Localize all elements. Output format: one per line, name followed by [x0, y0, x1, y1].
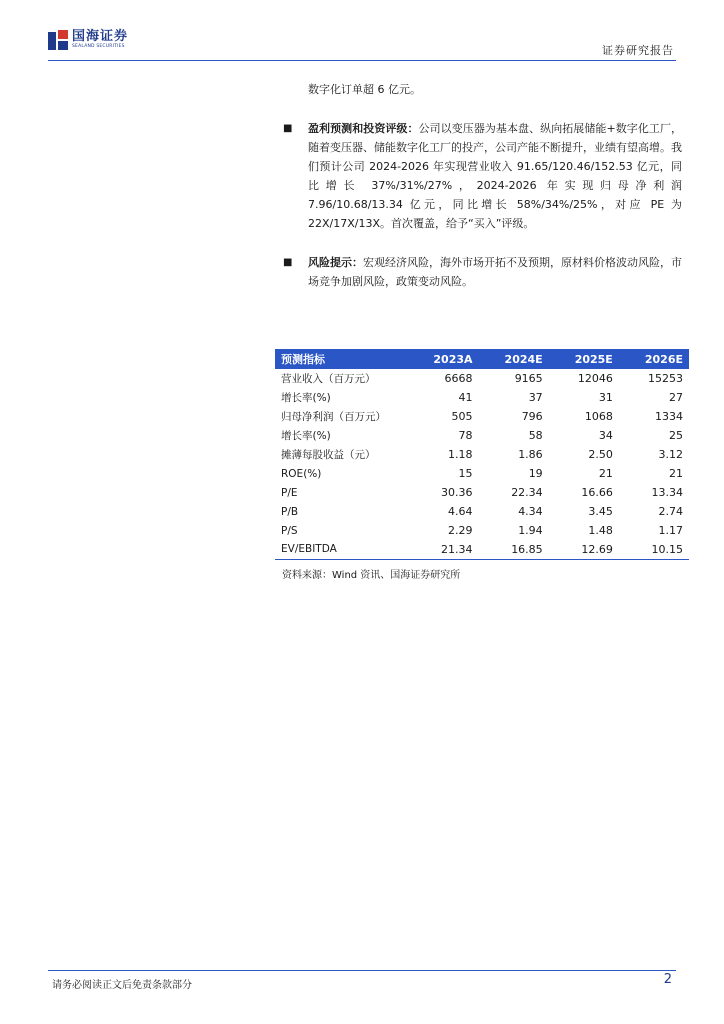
bullet-square-icon: ■	[283, 123, 293, 134]
main-content	[282, 80, 682, 291]
table-cell: 1068	[584, 410, 613, 423]
table-cell: 796	[521, 410, 543, 423]
footer-divider	[48, 970, 676, 971]
table-cell: 25	[669, 429, 683, 442]
table-row-label: ROE(%)	[281, 467, 322, 480]
table-cell: 3.12	[658, 448, 683, 461]
table-cell: 41	[458, 391, 473, 404]
forecast-table	[275, 349, 689, 560]
header-divider	[48, 60, 676, 61]
risk-section	[282, 253, 682, 291]
table-cell: 22.34	[511, 486, 543, 499]
table-row	[275, 445, 689, 464]
table-header-cell: 2023A	[407, 349, 479, 369]
table-row	[275, 540, 689, 559]
page-number: 2	[663, 972, 672, 987]
table-cell: 10.15	[619, 540, 689, 559]
logo-name-en: SEALAND SECURITIES	[72, 44, 125, 49]
table-header-cell: 2026E	[619, 349, 689, 369]
logo-name-cn: 国海证券	[72, 29, 129, 44]
table-row	[275, 426, 689, 445]
table-cell: 21	[669, 467, 683, 480]
table-cell: 2.50	[588, 448, 613, 461]
table-row	[275, 407, 689, 426]
table-header-cell: 2024E	[479, 349, 549, 369]
table-row	[275, 369, 689, 388]
table-cell: 2.29	[448, 524, 473, 537]
table-cell: 31	[598, 391, 613, 404]
table-cell: 21.34	[407, 540, 479, 559]
table-header-cell: 2025E	[549, 349, 619, 369]
profit-forecast-text: 公司以变压器为基本盘、纵向拓展储能+数字化工厂，随着变压器、储能数字化工厂的投产，公司产能不断提升，业绩有望高增。我们预计公司 2024-2026 年实现营业收入 91.65/120.46/152.53 亿元，同比增长 37%/31%/27%，2024-2026 年实现归母净利润 7.96/10.68/13.34 亿元，同比增长 58%/34%/25%，对应 PE 为 22X/17X/13X。首次覆盖，给予“买入”评级。	[308, 122, 683, 230]
table-header-cell: 预测指标	[275, 349, 407, 369]
table-cell: 6668	[444, 372, 473, 385]
company-logo	[48, 30, 128, 50]
table-cell: 78	[458, 429, 473, 442]
disclaimer-note: 请务必阅读正文后免责条款部分	[52, 980, 192, 991]
page-header	[48, 28, 676, 62]
table-cell: 4.64	[448, 505, 473, 518]
table-cell: 12.69	[549, 540, 619, 559]
table-cell: 58	[528, 429, 543, 442]
table-cell: 1.86	[518, 448, 543, 461]
table-row	[275, 502, 689, 521]
table-row-label: P/B	[281, 505, 299, 518]
table-cell: 1.94	[518, 524, 543, 537]
table-cell: 16.85	[479, 540, 549, 559]
table-cell: 1.48	[588, 524, 613, 537]
table-row	[275, 483, 689, 502]
risk-text: 宏观经济风险，海外市场开拓不及预期，原材料价格波动风险，市场竞争加剧风险，政策变动风险。	[308, 256, 682, 288]
table-row-label: P/S	[281, 524, 298, 537]
table-row	[275, 464, 689, 483]
profit-forecast-section	[282, 119, 682, 233]
table-cell: 2.74	[658, 505, 683, 518]
table-cell: 21	[598, 467, 613, 480]
table-cell: 9165	[514, 372, 543, 385]
table-source-note: 资料来源：Wind 资讯、国海证券研究所	[282, 570, 461, 581]
table-cell: 27	[669, 391, 683, 404]
table-row-label: EV/EBITDA	[275, 540, 407, 559]
table-cell: 505	[451, 410, 473, 423]
table-cell: 34	[598, 429, 613, 442]
table-row-label: 营业收入（百万元）	[281, 373, 376, 385]
table-cell: 3.45	[588, 505, 613, 518]
table-row-label: 摊薄每股收益（元）	[281, 449, 376, 461]
table-cell: 13.34	[651, 486, 683, 499]
table-cell: 1334	[655, 410, 683, 423]
table-cell: 15253	[648, 372, 683, 385]
table-cell: 1.18	[448, 448, 473, 461]
report-type-title: 证券研究报告	[602, 44, 674, 57]
intro-line: 数字化订单超 6 亿元。	[308, 83, 421, 96]
logo-mark-icon	[48, 30, 68, 50]
table-cell: 15	[458, 467, 473, 480]
table-cell: 16.66	[581, 486, 613, 499]
table-cell: 12046	[577, 372, 613, 385]
table-cell: 1.17	[658, 524, 683, 537]
table-header-row	[275, 349, 689, 369]
table-row-label: P/E	[281, 486, 298, 499]
table-row-label: 增长率(%)	[281, 392, 331, 404]
risk-heading: 风险提示：	[308, 256, 363, 269]
bullet-square-icon: ■	[283, 257, 293, 268]
table-row	[275, 388, 689, 407]
profit-forecast-heading: 盈利预测和投资评级：	[308, 122, 419, 135]
table-row	[275, 521, 689, 540]
table-cell: 19	[528, 467, 543, 480]
table-row-label: 增长率(%)	[281, 430, 331, 442]
table-cell: 30.36	[441, 486, 473, 499]
table-row-label: 归母净利润（百万元）	[281, 411, 386, 423]
table-cell: 4.34	[518, 505, 543, 518]
table-cell: 37	[528, 391, 543, 404]
